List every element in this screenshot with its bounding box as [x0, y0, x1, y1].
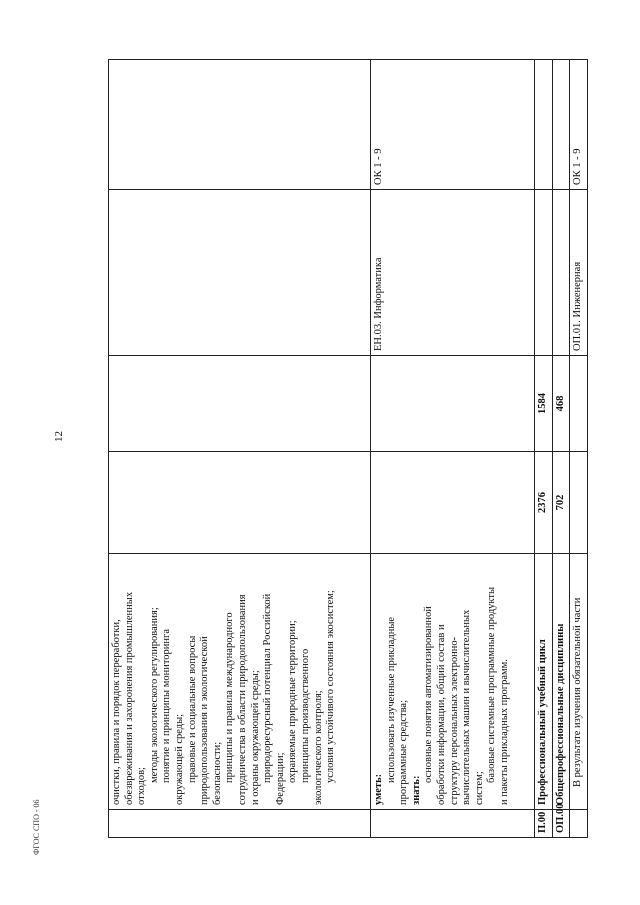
content-cell: [109, 554, 371, 810]
discipline-cell: ЕН.03. Информатика: [371, 190, 535, 356]
required-hours-cell: 1584: [535, 356, 553, 452]
max-hours-cell: 702: [552, 452, 570, 554]
content-line: методы экологического регулирования;: [148, 607, 160, 783]
discipline-cell: ОП.01. Инженерная: [570, 190, 588, 356]
code-cell: ОП.00: [552, 810, 570, 838]
content-cell: [371, 554, 535, 810]
code-cell: [570, 810, 588, 838]
content-line: очистки, правила и порядок переработки,: [111, 619, 122, 805]
content-line: принципы производственного: [299, 648, 311, 783]
table-row: [552, 60, 570, 838]
content-line: программные средства;: [398, 699, 410, 805]
content-line: обработки информации, общий состав и: [435, 624, 447, 805]
section-name-cell: Общепрофессиональные дисциплины: [552, 554, 570, 810]
content-line: вычислительных машин и вычислительных: [461, 609, 473, 805]
code-cell: [371, 810, 535, 838]
max-hours-cell: [570, 452, 588, 554]
content-line: обезвреживания и захоронения промышленных: [123, 591, 135, 805]
code-cell: П.00: [535, 810, 553, 838]
umet-label: уметь:: [373, 773, 384, 805]
content-cell: В результате изучения обязательной части: [570, 554, 588, 810]
content-line: экологического контроля;: [312, 690, 324, 805]
max-hours-cell: 2376: [535, 452, 553, 554]
competence-cell: ОК 1 - 9: [570, 60, 588, 190]
competence-cell: [552, 60, 570, 190]
content-line: отходов;: [136, 767, 148, 805]
required-hours-cell: 468: [552, 356, 570, 452]
content-line: правовые и социальные вопросы: [186, 635, 198, 783]
required-hours-cell: [570, 356, 588, 452]
required-hours-cell: [371, 356, 535, 452]
content-line: безопасности;: [211, 741, 223, 805]
content-line: основные понятия автоматизированной: [423, 606, 435, 783]
content-line: базовые системные программные продукты: [486, 586, 498, 783]
content-line: систем;: [473, 771, 485, 805]
content-line: принципы и правила международного: [224, 612, 236, 783]
discipline-cell: [109, 190, 371, 356]
table-row: [109, 60, 371, 838]
competence-cell: [535, 60, 553, 190]
content-line: условия устойчивого состояния экосистем;: [325, 590, 337, 783]
znat-label: знать:: [410, 775, 422, 805]
content-line: природопользования и экологической: [199, 636, 211, 805]
section-name-cell: Профессиональный учебный цикл: [535, 554, 553, 810]
code-cell: [109, 810, 371, 838]
content-line: охраняемые природные территории;: [287, 620, 299, 783]
table-row: [371, 60, 535, 838]
page-number: 12: [53, 431, 65, 442]
content-line: и пакеты прикладных программ.: [498, 659, 510, 805]
content-line: понятие и принципы мониторинга: [161, 629, 173, 783]
competence-cell: ОК 1 - 9: [371, 60, 535, 190]
content-line: природоресурсный потенциал Российской: [262, 593, 274, 783]
content-line: структуру персональных электронно-: [448, 636, 460, 805]
table-row: [535, 60, 553, 838]
content-line: использовать изученные прикладные: [385, 616, 397, 783]
discipline-cell: [552, 190, 570, 356]
max-hours-cell: [371, 452, 535, 554]
required-hours-cell: [109, 356, 371, 452]
table-row: [570, 60, 588, 838]
content-line: окружающей среды;: [173, 713, 185, 805]
content-line: Федерации;: [274, 752, 286, 805]
curriculum-table: [108, 59, 588, 838]
discipline-cell: [535, 190, 553, 356]
curriculum-table-wrapper: [108, 60, 584, 838]
footer-code: ФГОС СПО - 06: [32, 799, 41, 855]
content-line: и охраны окружающей среды;: [249, 670, 261, 805]
content-line: сотрудничества в области природопользования: [236, 594, 248, 805]
max-hours-cell: [109, 452, 371, 554]
competence-cell: [109, 60, 371, 190]
